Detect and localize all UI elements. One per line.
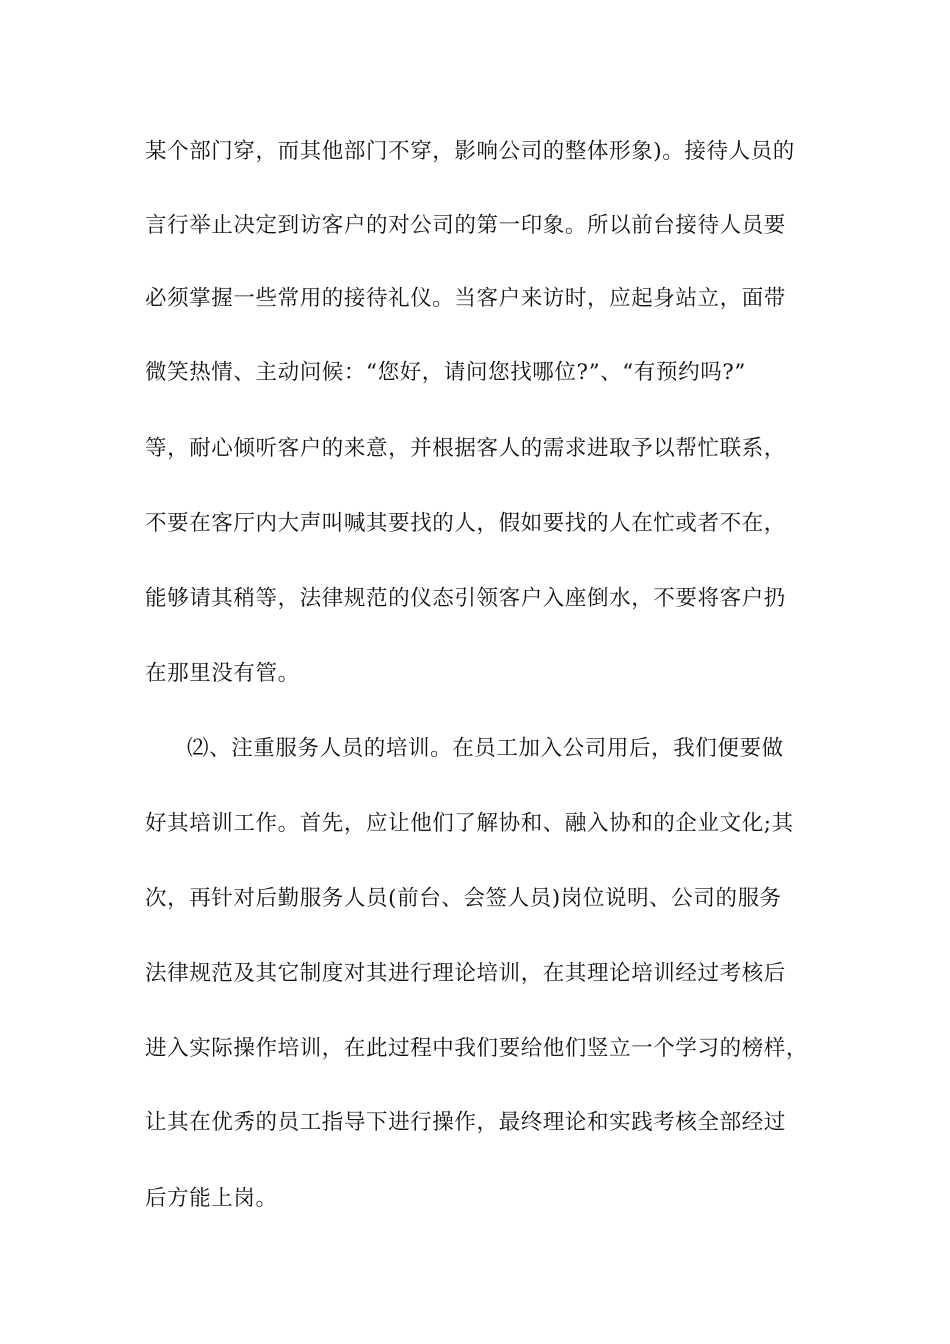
paragraph-line: 等，耐心倾听客户的来意，并根据客人的需求进取予以帮忙联系， xyxy=(145,436,786,461)
paragraph-line: 好其培训工作。首先，应让他们了解协和、融入协和的企业文化;其 xyxy=(145,811,794,836)
paragraph-line: 在那里没有管。 xyxy=(145,661,300,686)
paragraph-line: 次，再针对后勤服务人员(前台、会签人员)岗位说明、公司的服务 xyxy=(145,886,782,911)
paragraph-line: ⑵、注重服务人员的培训。在员工加入公司用后，我们便要做 xyxy=(187,736,784,761)
paragraph-line: 让其在优秀的员工指导下进行操作，最终理论和实践考核全部经过 xyxy=(145,1110,786,1135)
paragraph-line: 进入实际操作培训，在此过程中我们要给他们竖立一个学习的榜样， xyxy=(145,1036,809,1061)
paragraph-line: 某个部门穿，而其他部门不穿，影响公司的整体形象)。接待人员的 xyxy=(145,139,795,164)
paragraph-line: 微笑热情、主动问候：“您好，请问您找哪位?”、“有预约吗?” xyxy=(145,360,747,385)
paragraph-line: 不要在客厅内大声叫喊其要找的人，假如要找的人在忙或者不在， xyxy=(145,511,786,536)
paragraph-line: 法律规范及其它制度对其进行理论培训，在其理论培训经过考核后 xyxy=(145,961,786,986)
paragraph-line: 能够请其稍等，法律规范的仪态引领客户入座倒水，不要将客户扔 xyxy=(145,586,786,611)
paragraph-line: 必须掌握一些常用的接待礼仪。当客户来访时，应起身站立，面带 xyxy=(145,286,786,311)
paragraph-line: 后方能上岗。 xyxy=(145,1186,278,1211)
paragraph-line: 言行举止决定到访客户的对公司的第一印象。所以前台接待人员要 xyxy=(145,213,786,238)
